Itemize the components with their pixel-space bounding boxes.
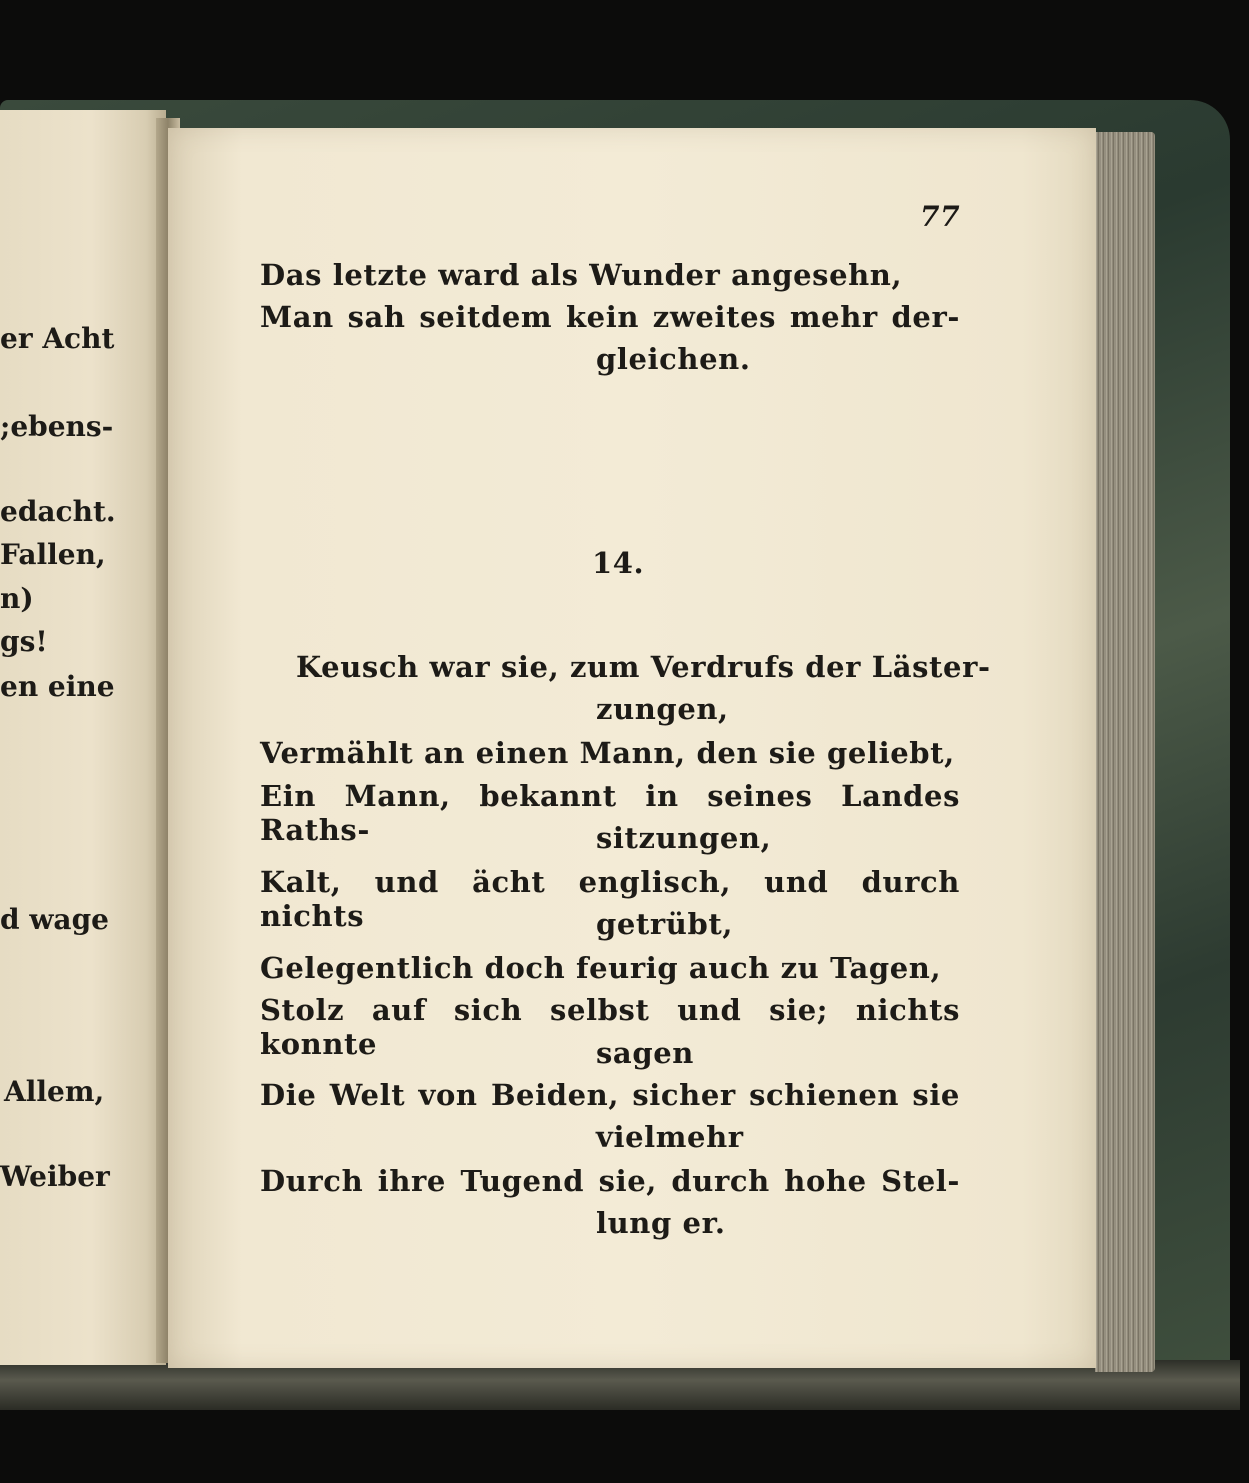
text-line: Durch ihre Tugend sie, durch hohe Stel- [260, 1164, 960, 1198]
text-line: lung er. [596, 1206, 726, 1240]
left-page-fragment: Fallen, [0, 538, 106, 571]
left-page-fragment: Weiber [0, 1160, 110, 1193]
left-page-fragment: Allem, [4, 1075, 105, 1108]
right-page [168, 128, 1096, 1368]
text-line: getrübt, [596, 907, 734, 941]
text-line: Ein Mann, bekannt in seines Landes Raths- [260, 779, 960, 847]
left-page-fragment: ;ebens- [0, 410, 114, 443]
text-line: sitzungen, [596, 821, 772, 855]
page-block-edge [1095, 132, 1155, 1372]
left-page-fragment: n) [0, 582, 34, 615]
text-line: Keusch war sie, zum Verdrufs der Läster- [296, 650, 991, 684]
text-line: Vermählt an einen Mann, den sie geliebt, [260, 736, 955, 770]
text-line: Stolz auf sich selbst und sie; nichts konnte [260, 993, 960, 1061]
text-line: zungen, [596, 692, 729, 726]
left-page-fragment: er Acht [0, 322, 115, 355]
stanza-number: 14. [592, 546, 645, 580]
text-line: sagen [596, 1036, 694, 1070]
text-line: Die Welt von Beiden, sicher schienen sie [260, 1078, 960, 1112]
left-page-fragment: edacht. [0, 495, 116, 528]
left-page-fragment: d wage [0, 903, 109, 936]
text-line: Gelegentlich doch feurig auch zu Tagen, [260, 951, 942, 985]
page-number: 77 [920, 200, 961, 233]
text-line: gleichen. [596, 342, 751, 376]
text-line: Kalt, und ächt englisch, und durch nichts [260, 865, 960, 933]
left-page [0, 110, 166, 1365]
left-page-fragment: gs! [0, 625, 48, 658]
text-line: Man sah seitdem kein zweites mehr der- [260, 300, 960, 334]
text-line: vielmehr [596, 1120, 744, 1154]
text-line: Das letzte ward als Wunder angesehn, [260, 258, 903, 292]
left-page-fragment: en eine [0, 670, 115, 703]
